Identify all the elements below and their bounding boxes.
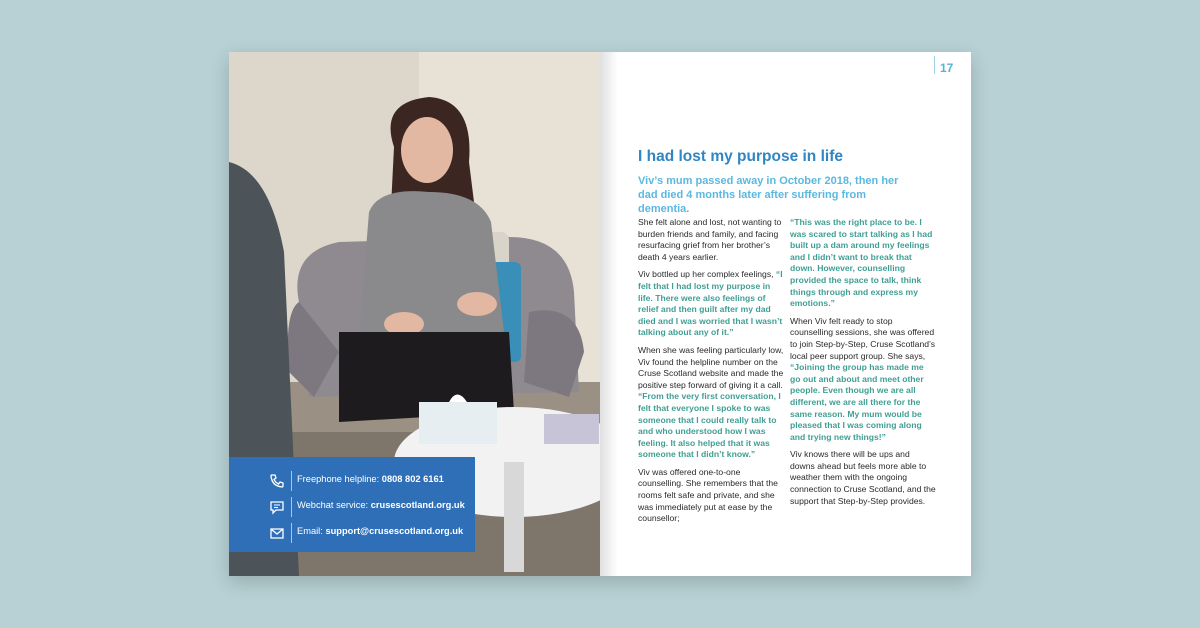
contact-email	[229, 521, 475, 547]
contact-webchat	[229, 495, 475, 521]
brochure-spread	[229, 52, 971, 576]
right-page-article	[600, 52, 971, 576]
paragraph: When she was feeling particularly low, Viv found the helpline number on the Cruse Scotland website and made the positive step forward of giving it a call. “From the very first conversation, I felt that everyone I spoke to was someone that I could really talk to and who understood how I was feeling. It also helped that it was someone that I didn’t know.”	[638, 344, 784, 460]
left-page-photo	[229, 52, 600, 576]
contact-box	[229, 457, 475, 552]
contact-helpline	[229, 469, 475, 495]
quote: “This was the right place to be. I was scared to start talking as I had built up a dam around my feelings and I didn’t want to break that down. However, counselling provided the space to talk, think things through and express my emotions.”	[790, 217, 933, 309]
page-number: 17	[940, 61, 954, 75]
mail-icon	[269, 525, 285, 541]
email-link[interactable]: support@crusescotland.org.uk	[325, 526, 464, 536]
phone-icon	[269, 473, 285, 489]
contact-separator	[291, 471, 292, 491]
quote: “Joining the group has made me go out and about and meet other people. Even though we are all different, we are all there for the same reason. My mum would be pleased that I was coming along and trying new things!”	[790, 362, 924, 442]
helpline-number[interactable]: 0808 802 6161	[381, 474, 444, 484]
helpline-text: Freephone helpline: 0808 802 6161	[297, 474, 444, 484]
quote: “I felt that I had lost my purpose in life. There were also feelings of relief and then guilt after my dad died and I was worried that I wasn’t talking about any of it.”	[638, 269, 783, 338]
webchat-link[interactable]: crusescotland.org.uk	[370, 500, 465, 510]
paragraph: When Viv felt ready to stop counselling sessions, she was offered to join Step-by-Step, Cruse Scotland’s local peer support group. She says, “Joining the group has made me go out and about and meet other people. Even though we are all different, we are all there for the same reason. My mum would be pleased that I was coming along and trying new things!”	[790, 315, 936, 442]
contact-separator	[291, 523, 292, 543]
article-title: I had lost my purpose in life	[638, 148, 843, 165]
quote: “From the very first conversation, I felt that everyone I spoke to was someone that I could really talk to and who understood how I was feeling. It also helped that it was someone that I didn’t know.”	[638, 391, 781, 460]
email-text: Email: support@crusescotland.org.uk	[297, 526, 464, 536]
contact-separator	[291, 497, 292, 517]
paragraph: Viv knows there will be ups and downs ahead but feels more able to weather them with the ongoing connection to Cruse Scotland, and the support that Step-by-Step provides.	[790, 449, 936, 506]
article-column-1	[638, 217, 784, 531]
paragraph: Viv was offered one-to-one counselling. She remembers that the rooms felt safe and private, and she was immediately put at ease by the counsellor;	[638, 466, 778, 524]
page-gutter-shadow	[600, 52, 618, 576]
article-column-2	[790, 217, 936, 513]
paragraph: Viv bottled up her complex feelings, “I felt that I had lost my purpose in life. There were also feelings of relief and then guilt after my dad died and I was worried that I wasn’t talking about any of it.”	[638, 269, 783, 338]
article-subtitle: Viv’s mum passed away in October 2018, then her dad died 4 months later after suffering from dementia.	[638, 175, 899, 215]
webchat-text: Webchat service: crusescotland.org.uk	[297, 500, 465, 510]
page-number-rule	[934, 56, 935, 74]
chat-icon	[269, 499, 285, 515]
paragraph: She felt alone and lost, not wanting to burden friends and family, and facing resurfacing grief from her brother’s death 4 years earlier.	[638, 217, 782, 262]
paragraph	[790, 217, 936, 310]
